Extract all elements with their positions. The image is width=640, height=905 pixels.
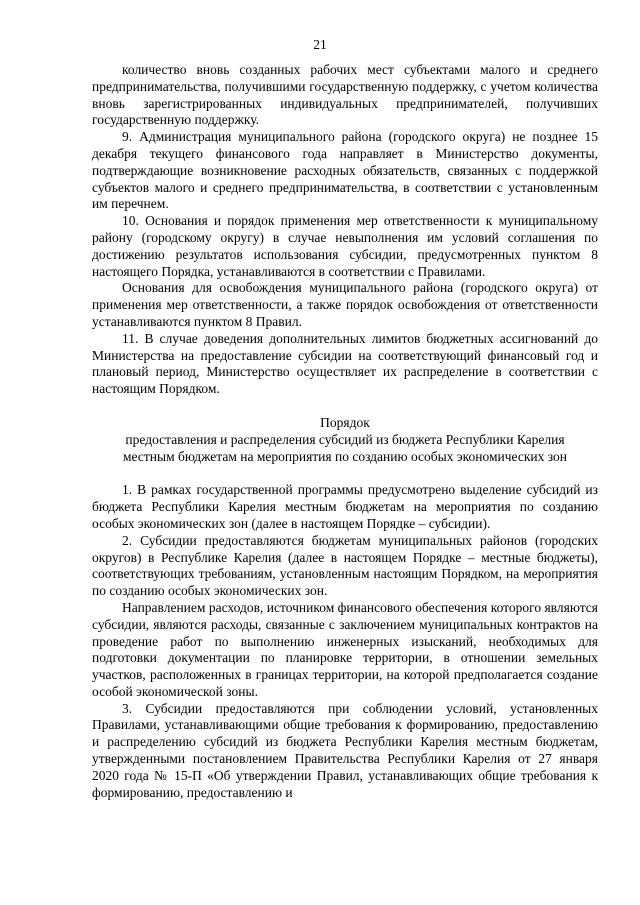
paragraph-item-1: 1. В рамках государственной программы предусмотрено выделение субсидий из бюджета Республики Карелия местным бюджетам на мероприятия по созданию особых экономических зон (далее в настоящем Порядке – субсидии).	[92, 482, 598, 531]
paragraph-item-11: 11. В случае доведения дополнительных лимитов бюджетных ассигнований до Министерства на предоставление субсидии на соответствующий финансовый год и плановый период, Министерство осуществляет их распределение в соответствии с настоящим Порядком.	[92, 330, 598, 397]
section-heading-title: Порядок	[320, 414, 370, 430]
page-number: 21	[313, 37, 327, 52]
document-body	[92, 62, 598, 801]
paragraph-continuation: количество вновь созданных рабочих мест субъектами малого и среднего предпринимательства, получившими государственную поддержку, с учетом количества вновь зарегистрированных индивидуальных предпринимателей, получивших государственную поддержку.	[92, 62, 598, 128]
paragraph-item-3: 3. Субсидии предоставляются при соблюдении условий, установленных Правилами, устанавливающими общие требования к формированию, предоставлению и распределению субсидий из бюджета Республики Карелия местным бюджетам, утвержденными постановлением Правительства Республики Карелия от 27 января 2020 года № 15-П «Об утверждении Правил, устанавливающих общие требования к формированию, предоставлению и	[92, 700, 598, 800]
paragraph-exemption: Основания для освобождения муниципального района (городского округа) от применения мер ответственности, а также порядок освобождения от ответственности устанавливаются пунктом 8 Правил.	[92, 280, 598, 329]
section-heading-line3: местным бюджетам на мероприятия по созданию особых экономических зон	[123, 448, 567, 464]
paragraph-expense-direction: Направлением расходов, источником финансового обеспечения которого являются субсидии, являются расходы, связанные с заключением муниципальных контрактов на проведение работ по выполнению инженерных изысканий, необходимых для подготовки документации по планировке территории, в отношении земельных участков, расположенных в границах территории, на которой предполагается создание особой экономической зоны.	[92, 599, 598, 699]
section-heading-line2: предоставления и распределения субсидий из бюджета Республики Карелия	[125, 431, 565, 447]
paragraph-item-2: 2. Субсидии предоставляются бюджетам муниципальных районов (городских округов) в Республике Карелия (далее в настоящем Порядке – местные бюджеты), соответствующих требованиям, установленным настоящим Порядком, на мероприятия по созданию особых экономических зон.	[92, 532, 598, 599]
spacer	[92, 465, 598, 482]
paragraph-item-9: 9. Администрация муниципального района (городского округа) не позднее 15 декабря текущего финансового года направляет в Министерство документы, подтверждающие возникновение расходных обязательств, связанных с поддержкой субъектов малого и среднего предпринимательства, в соответствии с установленным им перечнем.	[92, 129, 598, 212]
paragraph-item-10: 10. Основания и порядок применения мер ответственности к муниципальному району (городскому округу) в случае невыполнения им условий соглашения по достижению результатов использования субсидии, предусмотренных пунктом 8 настоящего Порядка, устанавливаются в соответствии с Правилами.	[92, 213, 598, 279]
